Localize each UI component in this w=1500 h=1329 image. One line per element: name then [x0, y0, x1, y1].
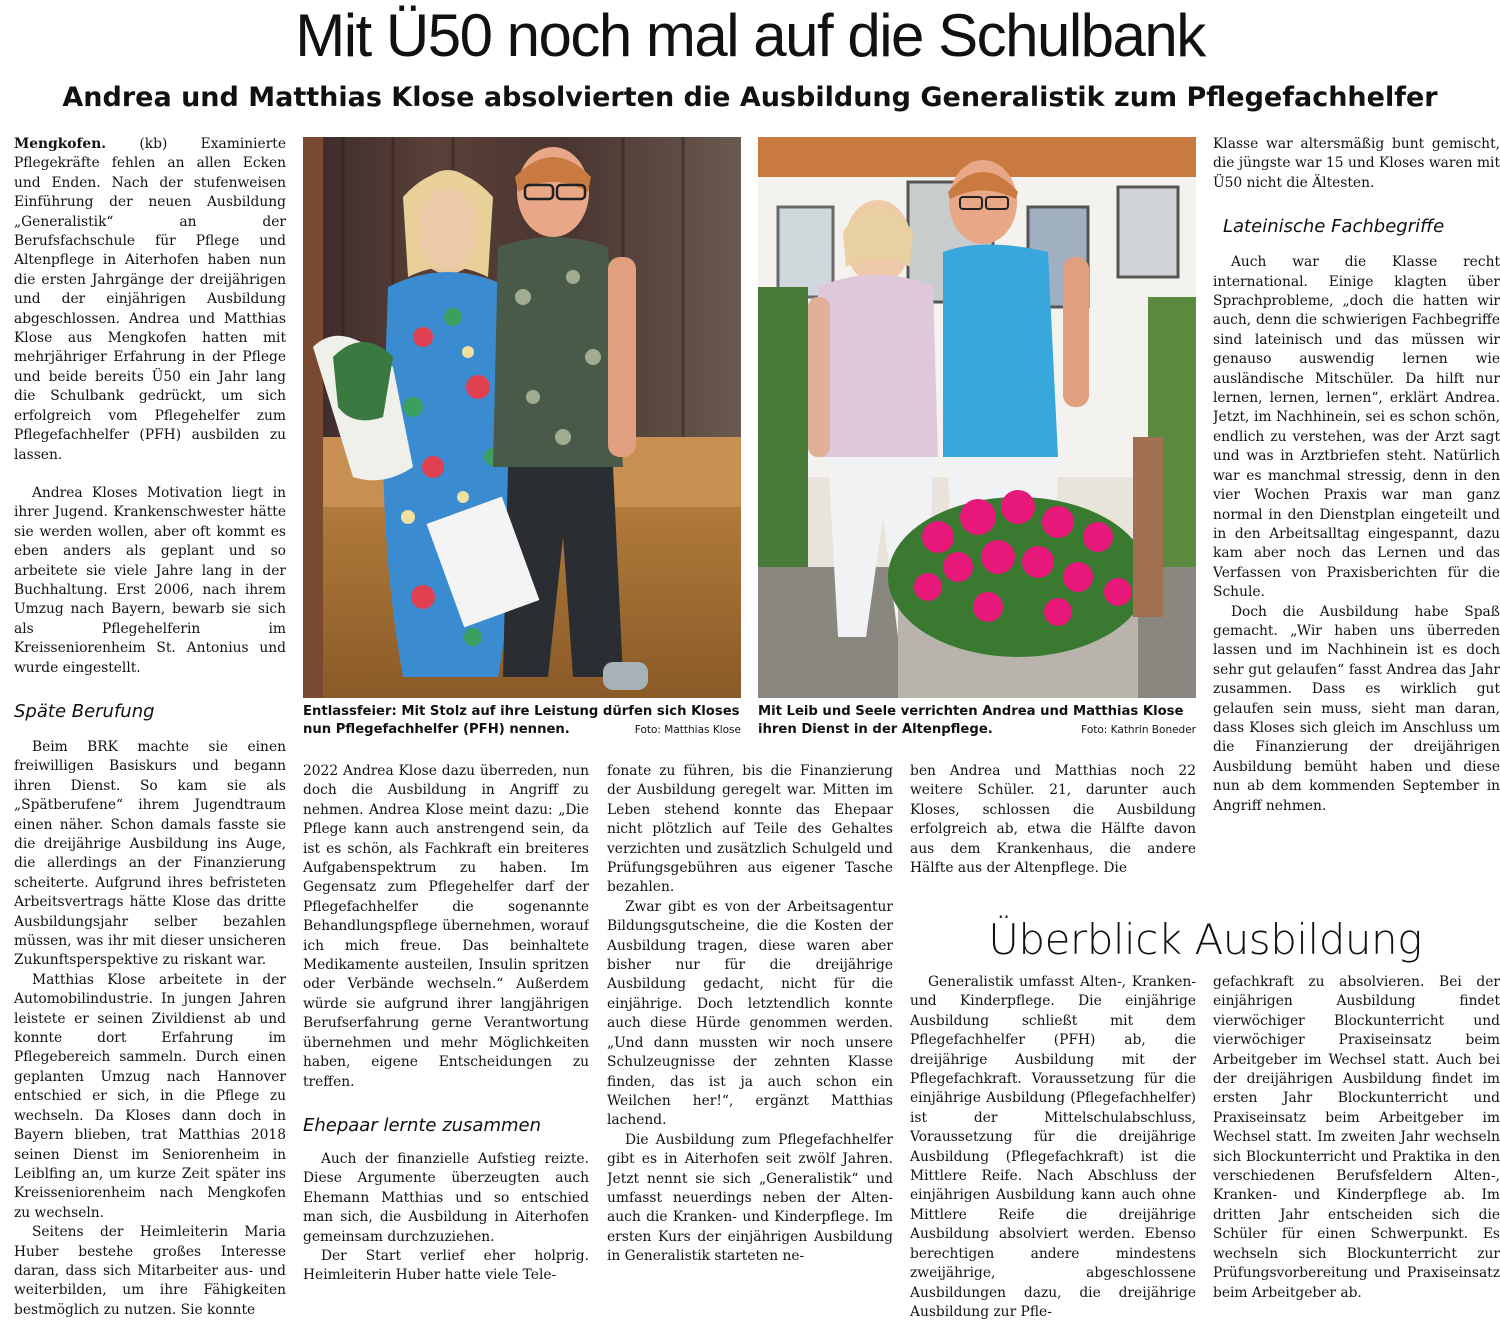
caption-text: Mit Leib und Seele verrichten Andrea und Matthias Klose ihren Dienst in der Altenpflege. — [758, 704, 1184, 737]
paragraph: gefachkraft zu absolvieren. Bei der einjährigen Ausbildung findet vierwöchiger Blockunterricht und vierwöchiger Praxiseinsatz beim Arbeitgeber im Wechsel statt. Auch bei der dreijährigen Ausbildung findet im ersten Jahr Blockunterricht und Praxiseinsatz beim Arbeitgeber im Wechsel statt. Im zweiten Jahr wechseln sich Blockunterricht und Praktika in den verschiedenen Berufsfeldern Alten-, Kranken- und Kinderpflege ab. Im dritten Jahr entscheiden sich die Schüler für einen Schwerpunkt. Es wechseln sich Blockunterricht zur Prüfungsvorbereitung und Praxiseinsatz beim Arbeitgeber ab. — [1213, 974, 1500, 1301]
photo-caption-2 — [758, 703, 1196, 739]
headline: Mit Ü50 noch mal auf die Schulbank — [295, 2, 1205, 69]
paragraph: Seitens der Heimleiterin Maria Huber bestehe großes Interesse daran, dass sich Mitarbeiter aus- und weiterbilden, um ihre Fähigkeiten bestmöglich zu nutzen. Sie konnte — [14, 1224, 286, 1318]
infobox-title: Überblick Ausbildung — [988, 915, 1422, 964]
infobox-column-1 — [910, 973, 1196, 1329]
paragraph — [14, 135, 286, 465]
paragraph: Der Start verlief eher holprig. Heimleiterin Huber hatte viele Tele- — [303, 1247, 589, 1284]
crosshead-ehepaar: Ehepaar lernte zusammen — [303, 1114, 542, 1136]
caption-text: Entlassfeier: Mit Stolz auf ihre Leistung dürfen sich Kloses nun Pflegefachhelfer (PFH) nennen. — [303, 704, 740, 737]
crosshead-lateinische-fachbegriffe: Lateinische Fachbegriffe — [1223, 216, 1445, 238]
paragraph: Matthias Klose arbeitete in der Automobilindustrie. In jungen Jahren leistete er seinen Zivildienst ab und konnte dort Erfahrung im Pflegebereich sammeln. Durch einen geplanten Umzug nach Hannover entschied er sich, in die Pflege zu wechseln. Da Kloses dann doch in Bayern blieben, trat Matthias 2018 seinen Dienst im Seniorenheim in Leiblfing an, um kurze Zeit später ins Kreisseniorenheim nach Mengkofen zu wechseln. — [14, 971, 286, 1221]
paragraph: Beim BRK machte sie einen freiwilligen Basiskurs und begann ihren Dienst. So kam sie als „Spätberufene“ ihrem Jugendtraum einen näher. Schon damals fasste sie die dreijährige Ausbildung ins Auge, die allerdings an der Finanzierung scheiterte. Aufgrund ihres befristeten Arbeitsvertrags hätte Klose das dritte Ausbildungsjahr selber bezahlen müssen, was ihr mit dieser unsicheren Zukunftsperspektive zu riskant war. — [14, 738, 286, 969]
photo-altenpflege — [758, 137, 1196, 698]
paragraph: Generalistik umfasst Alten-, Kranken- und Kinderpflege. Die einjährige Ausbildung schließt mit dem Pflegefachhelfer (PFH) ab, die dreijährige Ausbildung mit der Pflegefachkraft. Voraussetzung für die einjährige Ausbildung (Pflegefachhelfer) ist der Mittelschulabschluss, Voraussetzung für die dreijährige Ausbildung (Pflegefachkraft) ist die Mittlere Reife. Nach Abschluss der einjährigen Ausbildung kann auch ohne Mittlere Reife die dreijährige Ausbildung absolviert werden. Ebenso berechtigen andere mindestens zweijährige, abgeschlossene Ausbildungen dazu, die dreijährige Ausbildung zur Pfle- — [910, 974, 1196, 1320]
article-column-1 — [14, 135, 286, 1329]
photo-credit-1: Foto: Matthias Klose — [634, 724, 741, 736]
paragraph-text: (kb) Examinierte Pflegekräfte fehlen an allen Ecken und Enden. Nach der stufenweisen Einführung der neuen Ausbildung „Generalistik“ an der Berufsfachschule für Pflege und Altenpflege in Aiterhofen haben nun die ersten Jahrgänge der dreijährigen und der einjährigen Ausbildung abgeschlossen. Andrea und Matthias Klose aus Mengkofen hatten mit mehrjähriger Erfahrung in der Pflege und beide bereits Ü50 ein Jahr lang die Schulbank gedrückt, um sich erfolgreich vom Pflegehelfer zum Pflegefachhelfer (PFH) ausbilden zu lassen. — [14, 136, 286, 463]
article-column-5 — [1213, 135, 1500, 885]
paragraph: 2022 Andrea Klose dazu überreden, nun doch die Ausbildung in Angriff zu nehmen. Andrea Klose meint dazu: „Die Pflege kann auch anstrengend sein, da ist es schön, als Fachkraft ein breiteres Aufgabenspektrum zu haben. Im Gegensatz zum Pflegehelfer darf der Pflegefachhelfer die sogenannte Behandlungspflege übernehmen, worauf ich mich freue. Das beinhaltete Medikamente austeilen, Insulin spritzen oder Verbände wechseln.“ Außerdem würde sie aufgrund ihrer langjährigen Berufserfahrung gerne Verantwortung übernehmen und mehr Möglichkeiten haben, eigene Entscheidungen zu treffen. — [303, 763, 589, 1090]
article-column-2 — [303, 762, 589, 1329]
paragraph: Zwar gibt es von der Arbeitsagentur Bildungsgutscheine, die die Kosten der Ausbildung tragen, diese waren aber bisher nur für die dreijährige Ausbildung gedacht, nicht für die einjährige. Doch letztendlich konnte auch diese Hürde genommen werden. „Und dann mussten wir noch unsere Schulzeugnisse der zehnten Klasse finden, das ist ja auch schon ein Weilchen her!“, ergänzt Matthias lachend. — [607, 898, 893, 1129]
photo-credit-2: Foto: Kathrin Boneder — [1081, 724, 1196, 736]
photo-couple-nursing-image — [758, 137, 1196, 698]
paragraph: ben Andrea und Matthias noch 22 weitere Schüler. 21, darunter auch Kloses, schlossen die Ausbildung erfolgreich ab, etwa die Hälfte davon aus dem Krankenhaus, die andere Hälfte aus der Altenpflege. Die — [910, 763, 1196, 877]
paragraph: Andrea Kloses Motivation liegt in ihrer Jugend. Krankenschwester hätte sie werden wollen, aber oft kommt es eben anders als geplant und so arbeitete sie viele Jahre lang in der Buchhaltung. Erst 2006, nach ihrem Umzug nach Bayern, bewarb sie sich als Pflegehelferin im Kreisseniorenheim St. Antonius und wurde eingestellt. — [14, 484, 286, 676]
article-column-3 — [607, 762, 893, 1329]
subheadline: Andrea und Matthias Klose absolvierten die Ausbildung Generalistik zum Pflegefachhelfer — [62, 82, 1438, 113]
paragraph: Klasse war altersmäßig bunt gemischt, die jüngste war 15 und Kloses waren mit Ü50 nicht die Ältesten. — [1213, 136, 1500, 191]
dateline: Mengkofen. — [14, 136, 107, 152]
photo-entlassfeier — [303, 137, 741, 698]
paragraph: Die Ausbildung zum Pflegefachhelfer gibt es in Aiterhofen seit zwölf Jahren. Jetzt nennt sie sich „Generalistik“ und umfasst neuerdings neben der Alten- auch die Kranken- und Kinderpflege. Im ersten Kurs der einjährigen Ausbildung in Generalistik starteten ne- — [607, 1131, 893, 1265]
paragraph: fonate zu führen, bis die Finanzierung der Ausbildung geregelt war. Mitten im Leben stehend konnte das Ehepaar nicht plötzlich auf Teile des Gehaltes verzichten und zusätzlich Schulgeld und Prüfungsgebühren aus eigener Tasche bezahlen. — [607, 763, 893, 896]
article-column-4 — [910, 762, 1196, 882]
paragraph: Auch der finanzielle Aufstieg reizte. Diese Argumente überzeugten auch Ehemann Matthias und so entschied man sich, die Ausbildung in Aiterhofen gemeinsam durchzuziehen. — [303, 1150, 589, 1245]
photo-couple-graduation-image — [303, 137, 741, 698]
paragraph: Doch die Ausbildung habe Spaß gemacht. „Wir haben uns überreden lassen und im Nachhinein ist es doch sehr gut gelaufen“ fasst Andrea das Jahr zusammen. Dass es wirklich gut gelaufen sein muss, sieht man daran, dass Kloses sich gleich im Anschluss um die Finanzierung der dreijährigen Ausbildung bemüht haben und diese nun ab dem kommenden September in Angriff nehmen. — [1213, 603, 1500, 814]
infobox-column-2 — [1213, 973, 1500, 1329]
crosshead-spaete-berufung: Späte Berufung — [14, 700, 155, 722]
photo-caption-1 — [303, 703, 741, 739]
paragraph: Auch war die Klasse recht international. Einige klagten über Sprachprobleme, „doch die hatten wir auch, denn die schwierigen Fachbegriffe sind lateinisch und das müssen wir genauso auswendig lernen wie ausländische Mitschüler. Da hilft nur lernen, lernen, lernen“, erklärt Andrea. Jetzt, im Nachhinein, sei es schon schön, endlich zu verstehen, was der Arzt sagt und was in Arztbriefen steht. Natürlich war es manchmal stressig, denn in den vier Wochen Praxis war man ganz normal in den Dienstplan eingeteilt und in den Arbeitsalltag eingespannt, dazu kam aber noch das Lernen und das Verfassen von Praxisberichten für die Schule. — [1213, 254, 1500, 601]
